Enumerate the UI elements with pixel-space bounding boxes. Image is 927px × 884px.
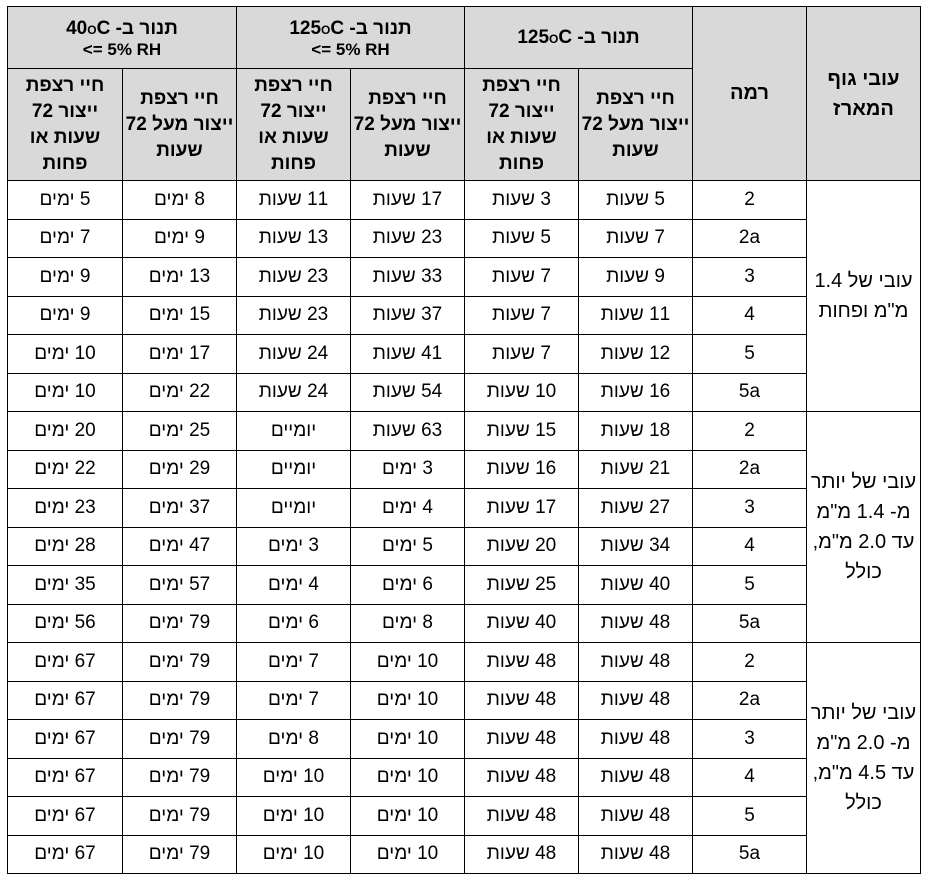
- level-cell: 3: [693, 720, 807, 759]
- floor-life-cell: 54 שעות: [351, 373, 465, 412]
- floor-life-cell: 17 ימים: [123, 335, 237, 374]
- sub-header-over-72h: חיי רצפת ייצור מעל 72 שעות: [351, 69, 465, 181]
- floor-life-cell: 5 שעות: [465, 219, 579, 258]
- floor-life-cell: 37 שעות: [351, 296, 465, 335]
- floor-life-cell: 40 שעות: [579, 566, 693, 605]
- level-header: רמה: [693, 7, 807, 181]
- floor-life-cell: 67 ימים: [8, 797, 123, 836]
- floor-life-cell: 13 שעות: [237, 219, 351, 258]
- floor-life-cell: 17 שעות: [465, 489, 579, 528]
- floor-life-cell: 21 שעות: [579, 450, 693, 489]
- floor-life-cell: 29 ימים: [123, 450, 237, 489]
- floor-life-cell: 24 שעות: [237, 373, 351, 412]
- floor-life-cell: 22 ימים: [123, 373, 237, 412]
- level-cell: 2a: [693, 681, 807, 720]
- oven-125c-rh-header: תנור ב- $125^OC$ <= 5% RH: [237, 7, 465, 69]
- floor-life-cell: 8 ימים: [351, 604, 465, 643]
- floor-life-cell: 5 ימים: [8, 181, 123, 220]
- floor-life-cell: 9 ימים: [8, 258, 123, 297]
- table-row: [8, 681, 921, 720]
- table-row: [8, 450, 921, 489]
- floor-life-cell: 17 שעות: [351, 181, 465, 220]
- floor-life-cell: 3 ימים: [237, 527, 351, 566]
- level-cell: 4: [693, 527, 807, 566]
- level-cell: 2a: [693, 219, 807, 258]
- floor-life-cell: 16 שעות: [465, 450, 579, 489]
- floor-life-cell: 47 ימים: [123, 527, 237, 566]
- floor-life-cell: 10 ימים: [351, 681, 465, 720]
- floor-life-cell: 48 שעות: [579, 797, 693, 836]
- table-row: [8, 489, 921, 528]
- floor-life-cell: 9 ימים: [123, 219, 237, 258]
- oven-40c-rh-header: תנור ב- $40^OC$ <= 5% RH: [8, 7, 237, 69]
- floor-life-cell: 24 שעות: [237, 335, 351, 374]
- level-cell: 5a: [693, 835, 807, 874]
- floor-life-cell: 41 שעות: [351, 335, 465, 374]
- floor-life-cell: 13 ימים: [123, 258, 237, 297]
- floor-life-cell: 15 ימים: [123, 296, 237, 335]
- floor-life-cell: 48 שעות: [465, 835, 579, 874]
- floor-life-cell: 48 שעות: [579, 835, 693, 874]
- floor-life-cell: 67 ימים: [8, 681, 123, 720]
- table-row: [8, 296, 921, 335]
- floor-life-cell: 48 שעות: [579, 681, 693, 720]
- table-row: [8, 219, 921, 258]
- floor-life-cell: 12 שעות: [579, 335, 693, 374]
- floor-life-cell: 10 ימים: [351, 643, 465, 682]
- floor-life-cell: 48 שעות: [465, 681, 579, 720]
- floor-life-cell: 48 שעות: [579, 643, 693, 682]
- floor-life-cell: 3 שעות: [465, 181, 579, 220]
- floor-life-cell: 10 ימים: [237, 835, 351, 874]
- table-row: [8, 835, 921, 874]
- floor-life-cell: 79 ימים: [123, 835, 237, 874]
- floor-life-cell: 40 שעות: [465, 604, 579, 643]
- floor-life-cell: 9 שעות: [579, 258, 693, 297]
- sub-header-under-72h: חיי רצפת ייצור 72 שעות או פחות: [237, 69, 351, 181]
- floor-life-cell: 3 ימים: [351, 450, 465, 489]
- level-cell: 3: [693, 489, 807, 528]
- floor-life-cell: 67 ימים: [8, 643, 123, 682]
- floor-life-cell: 48 שעות: [579, 720, 693, 759]
- floor-life-cell: 4 ימים: [351, 489, 465, 528]
- level-cell: 2: [693, 412, 807, 451]
- floor-life-cell: 9 ימים: [8, 296, 123, 335]
- floor-life-cell: 7 שעות: [465, 296, 579, 335]
- floor-life-cell: 7 ימים: [237, 681, 351, 720]
- floor-life-cell: 8 ימים: [237, 720, 351, 759]
- table-row: [8, 643, 921, 682]
- level-cell: 5: [693, 335, 807, 374]
- floor-life-cell: 5 ימים: [351, 527, 465, 566]
- floor-life-cell: 10 ימים: [351, 720, 465, 759]
- floor-life-cell: 33 שעות: [351, 258, 465, 297]
- floor-life-cell: 11 שעות: [237, 181, 351, 220]
- thickness-group-label: עובי של יותר מ- 2.0 מ"מ עד 4.5 מ"מ, כולל: [807, 643, 921, 874]
- level-cell: 2: [693, 643, 807, 682]
- thickness-group-label: עובי של יותר מ- 1.4 מ"מ עד 2.0 מ"מ, כולל: [807, 412, 921, 643]
- floor-life-cell: יומיים: [237, 412, 351, 451]
- table-row: [8, 373, 921, 412]
- floor-life-cell: 79 ימים: [123, 797, 237, 836]
- floor-life-cell: יומיים: [237, 450, 351, 489]
- floor-life-cell: 6 ימים: [237, 604, 351, 643]
- level-cell: 5: [693, 566, 807, 605]
- floor-life-cell: 23 שעות: [237, 258, 351, 297]
- floor-life-cell: 10 ימים: [351, 797, 465, 836]
- floor-life-cell: 20 ימים: [8, 412, 123, 451]
- table-row: [8, 797, 921, 836]
- table-row: [8, 720, 921, 759]
- floor-life-cell: 7 ימים: [237, 643, 351, 682]
- floor-life-cell: 20 שעות: [465, 527, 579, 566]
- thickness-group-label: עובי של 1.4 מ"מ ופחות: [807, 181, 921, 412]
- floor-life-cell: 48 שעות: [579, 604, 693, 643]
- floor-life-cell: 18 שעות: [579, 412, 693, 451]
- floor-life-cell: 10 ימים: [237, 797, 351, 836]
- floor-life-cell: 79 ימים: [123, 720, 237, 759]
- floor-life-cell: 8 ימים: [123, 181, 237, 220]
- floor-life-cell: 10 ימים: [8, 335, 123, 374]
- table-row: [8, 412, 921, 451]
- floor-life-cell: 67 ימים: [8, 835, 123, 874]
- floor-life-cell: 48 שעות: [465, 758, 579, 797]
- bake-time-table: [7, 6, 921, 874]
- level-cell: 2a: [693, 450, 807, 489]
- floor-life-cell: 79 ימים: [123, 604, 237, 643]
- floor-life-cell: 67 ימים: [8, 758, 123, 797]
- table-row: [8, 335, 921, 374]
- floor-life-cell: 10 ימים: [8, 373, 123, 412]
- floor-life-cell: 16 שעות: [579, 373, 693, 412]
- floor-life-cell: 57 ימים: [123, 566, 237, 605]
- table-row: [8, 566, 921, 605]
- floor-life-cell: 37 ימים: [123, 489, 237, 528]
- floor-life-cell: 7 שעות: [465, 335, 579, 374]
- floor-life-cell: 79 ימים: [123, 643, 237, 682]
- floor-life-cell: 7 ימים: [8, 219, 123, 258]
- floor-life-cell: 15 שעות: [465, 412, 579, 451]
- floor-life-cell: 22 ימים: [8, 450, 123, 489]
- floor-life-cell: 7 שעות: [579, 219, 693, 258]
- floor-life-cell: 56 ימים: [8, 604, 123, 643]
- floor-life-cell: 5 שעות: [579, 181, 693, 220]
- floor-life-cell: 23 שעות: [351, 219, 465, 258]
- level-cell: 5: [693, 797, 807, 836]
- thickness-header: עובי גוף המארז: [807, 7, 921, 181]
- floor-life-cell: 67 ימים: [8, 720, 123, 759]
- floor-life-cell: יומיים: [237, 489, 351, 528]
- table-row: [8, 527, 921, 566]
- floor-life-cell: 48 שעות: [465, 720, 579, 759]
- floor-life-cell: 10 שעות: [465, 373, 579, 412]
- floor-life-cell: 28 ימים: [8, 527, 123, 566]
- floor-life-cell: 25 שעות: [465, 566, 579, 605]
- table-row: [8, 604, 921, 643]
- floor-life-cell: 48 שעות: [579, 758, 693, 797]
- floor-life-cell: 48 שעות: [465, 643, 579, 682]
- level-cell: 2: [693, 181, 807, 220]
- floor-life-cell: 34 שעות: [579, 527, 693, 566]
- floor-life-cell: 48 שעות: [465, 797, 579, 836]
- floor-life-cell: 63 שעות: [351, 412, 465, 451]
- oven-125c-header: תנור ב- $125^OC$: [465, 7, 693, 69]
- table-row: [8, 758, 921, 797]
- floor-life-cell: 27 שעות: [579, 489, 693, 528]
- floor-life-cell: 10 ימים: [351, 758, 465, 797]
- sub-header-under-72h: חיי רצפת ייצור 72 שעות או פחות: [465, 69, 579, 181]
- level-cell: 4: [693, 758, 807, 797]
- floor-life-cell: 23 שעות: [237, 296, 351, 335]
- floor-life-cell: 4 ימים: [237, 566, 351, 605]
- sub-header-under-72h: חיי רצפת ייצור 72 שעות או פחות: [8, 69, 123, 181]
- sub-header-over-72h: חיי רצפת ייצור מעל 72 שעות: [579, 69, 693, 181]
- sub-header-over-72h: חיי רצפת ייצור מעל 72 שעות: [123, 69, 237, 181]
- floor-life-cell: 6 ימים: [351, 566, 465, 605]
- floor-life-cell: 79 ימים: [123, 758, 237, 797]
- floor-life-cell: 11 שעות: [579, 296, 693, 335]
- level-cell: 3: [693, 258, 807, 297]
- floor-life-cell: 23 ימים: [8, 489, 123, 528]
- level-cell: 4: [693, 296, 807, 335]
- floor-life-cell: 35 ימים: [8, 566, 123, 605]
- table-body: [8, 181, 921, 874]
- level-cell: 5a: [693, 373, 807, 412]
- floor-life-cell: 79 ימים: [123, 681, 237, 720]
- level-cell: 5a: [693, 604, 807, 643]
- floor-life-cell: 10 ימים: [351, 835, 465, 874]
- table-row: [8, 181, 921, 220]
- table-row: [8, 258, 921, 297]
- floor-life-cell: 25 ימים: [123, 412, 237, 451]
- floor-life-cell: 10 ימים: [237, 758, 351, 797]
- floor-life-cell: 7 שעות: [465, 258, 579, 297]
